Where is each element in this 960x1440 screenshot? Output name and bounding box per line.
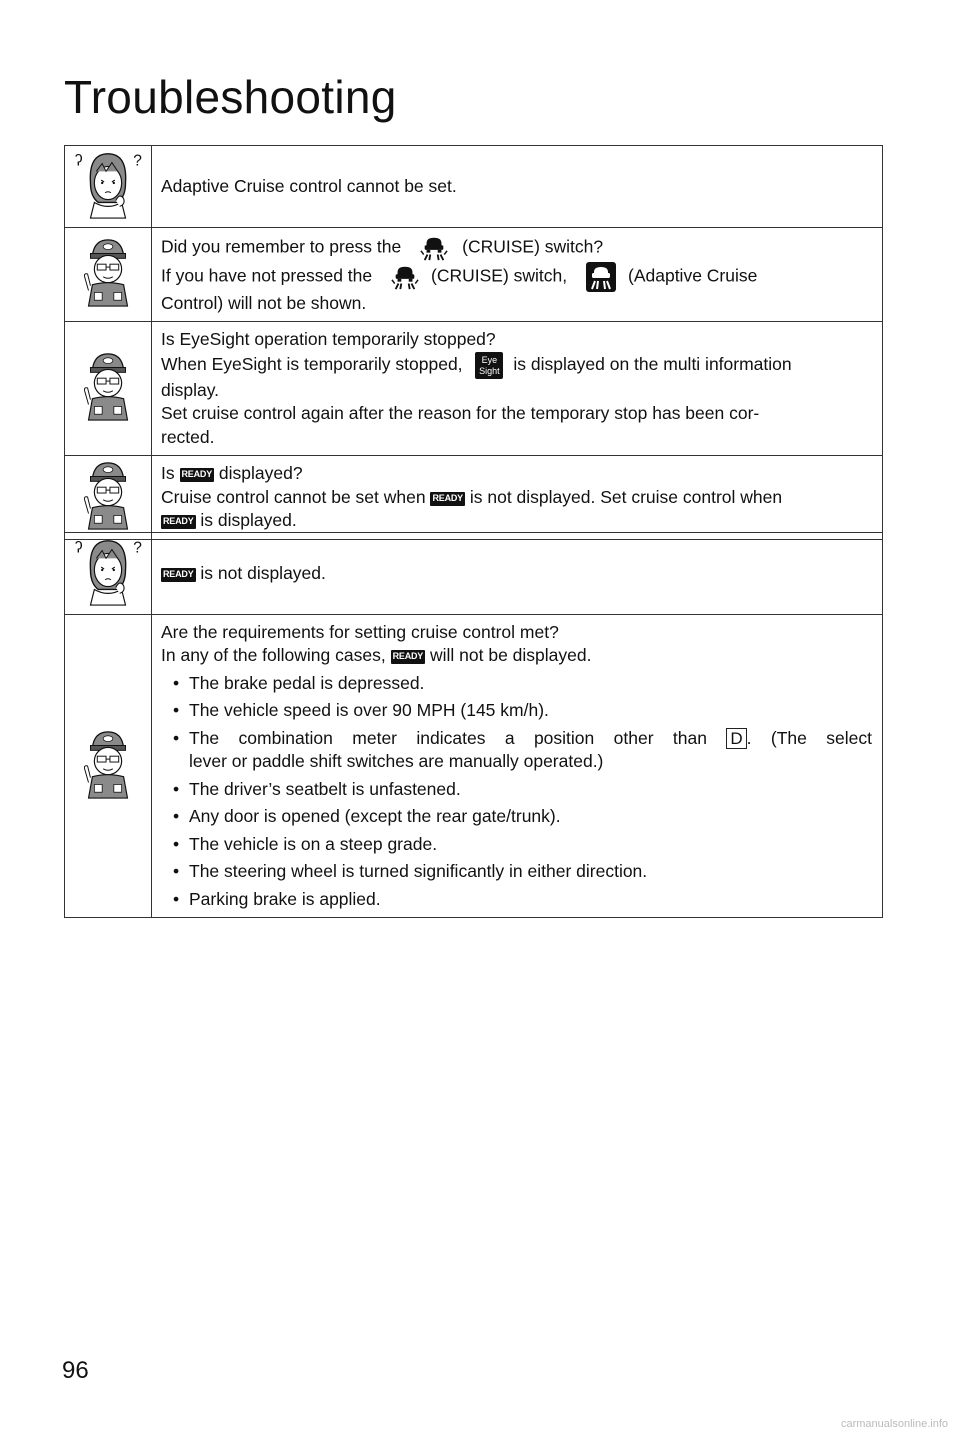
answer-line bbox=[161, 509, 872, 533]
mechanic-illustration bbox=[65, 227, 152, 322]
adaptive-cruise-icon bbox=[586, 262, 616, 292]
answer-line: Is EyeSight operation temporarily stopped? bbox=[161, 329, 496, 349]
text-fragment: In any of the following cases, bbox=[161, 645, 386, 665]
mechanic-illustration bbox=[65, 456, 152, 540]
page-number: 96 bbox=[62, 1357, 89, 1384]
answer-line: Are the requirements for setting cruise control met? bbox=[161, 621, 559, 642]
mechanic-icon bbox=[68, 348, 148, 422]
text-fragment: The combination meter indicates a position other than bbox=[189, 727, 707, 748]
eyesight-label: Sight bbox=[479, 365, 500, 376]
answer-line: rected. bbox=[161, 426, 215, 447]
text-fragment: (CRUISE) switch? bbox=[462, 236, 604, 257]
text-fragment: If you have not pressed the bbox=[161, 265, 373, 286]
mechanic-icon bbox=[68, 457, 148, 531]
mechanic-icon bbox=[68, 726, 148, 800]
problem1-question: Adaptive Cruise control cannot be set. bbox=[161, 175, 457, 196]
answer-text bbox=[152, 456, 883, 540]
problem-text bbox=[152, 533, 883, 615]
ready-indicator-icon: READY bbox=[391, 650, 426, 664]
answer-line bbox=[161, 462, 872, 486]
answer-line: display. bbox=[161, 379, 220, 400]
list-item: • The driver’s seatbelt is unfastened. bbox=[189, 778, 872, 802]
problem-row bbox=[65, 533, 883, 615]
list-item: • Parking brake is applied. bbox=[189, 888, 872, 912]
confused-person-icon bbox=[68, 533, 148, 607]
ready-indicator-icon: READY bbox=[161, 568, 196, 582]
answer-text bbox=[152, 227, 883, 322]
gear-d-icon: D bbox=[726, 728, 746, 749]
cruise-switch-icon bbox=[420, 234, 448, 262]
confused-person-illustration bbox=[65, 533, 152, 615]
text-fragment: (Adaptive Cruise bbox=[628, 265, 758, 286]
problem-text bbox=[152, 146, 883, 228]
confused-person-illustration bbox=[65, 146, 152, 228]
ready-indicator-icon: READY bbox=[161, 515, 196, 529]
cruise-switch-icon bbox=[391, 263, 419, 291]
text-fragment: When EyeSight is temporarily stopped, bbox=[161, 353, 463, 374]
troubleshooting-table-ready bbox=[64, 532, 883, 918]
text-fragment: is not displayed. Set cruise control when bbox=[469, 486, 783, 507]
answer-line: Control) will not be shown. bbox=[161, 292, 367, 313]
answer-text bbox=[152, 614, 883, 918]
text-fragment: Did you remember to press the bbox=[161, 236, 402, 257]
answer-line bbox=[161, 234, 872, 262]
troubleshooting-table-acc bbox=[64, 145, 883, 540]
answer-line bbox=[161, 486, 872, 510]
text-fragment: Is bbox=[161, 463, 175, 483]
text-fragment: Cruise control cannot be set when bbox=[161, 486, 426, 507]
text-fragment: displayed? bbox=[218, 463, 303, 483]
answer-row bbox=[65, 456, 883, 540]
text-fragment: (CRUISE) switch, bbox=[431, 265, 568, 286]
mechanic-illustration bbox=[65, 614, 152, 918]
answer-line bbox=[161, 352, 872, 379]
list-item: • Any door is opened (except the rear gate/trunk). bbox=[189, 805, 872, 829]
justified-line bbox=[189, 727, 872, 751]
answer-line: Set cruise control again after the reason for the temporary stop has been cor- bbox=[161, 403, 760, 423]
answer-row bbox=[65, 227, 883, 322]
problem-row bbox=[65, 146, 883, 228]
list-item bbox=[189, 727, 872, 774]
mechanic-illustration bbox=[65, 322, 152, 456]
list-item: • The vehicle is on a steep grade. bbox=[189, 833, 872, 857]
watermark: carmanualsonline.info bbox=[840, 1418, 948, 1430]
ready-indicator-icon: READY bbox=[180, 468, 215, 482]
text-fragment: will not be displayed. bbox=[429, 645, 592, 665]
problem2-question: is not displayed. bbox=[200, 562, 326, 583]
answer-row bbox=[65, 614, 883, 918]
text-fragment: . (The select bbox=[746, 727, 872, 748]
answer-line bbox=[161, 644, 872, 668]
page-title: Troubleshooting bbox=[64, 71, 397, 123]
eyesight-icon bbox=[475, 352, 503, 379]
ready-indicator-icon: READY bbox=[430, 492, 465, 506]
list-item: • The steering wheel is turned significantly in either direction. bbox=[189, 860, 872, 884]
answer-text bbox=[152, 322, 883, 456]
mechanic-icon bbox=[68, 234, 148, 308]
eyesight-label: Eye bbox=[481, 354, 498, 365]
answer-row bbox=[65, 322, 883, 456]
requirement-list bbox=[161, 672, 872, 912]
text-fragment: lever or paddle shift switches are manually operated.) bbox=[189, 751, 604, 771]
text-fragment: is displayed on the multi information bbox=[513, 353, 792, 374]
list-item: • The brake pedal is depressed. bbox=[189, 672, 872, 696]
confused-person-icon bbox=[68, 146, 148, 220]
list-item: • The vehicle speed is over 90 MPH (145 km/h). bbox=[189, 699, 872, 723]
answer-line bbox=[161, 262, 872, 292]
text-fragment: is displayed. bbox=[200, 510, 297, 530]
